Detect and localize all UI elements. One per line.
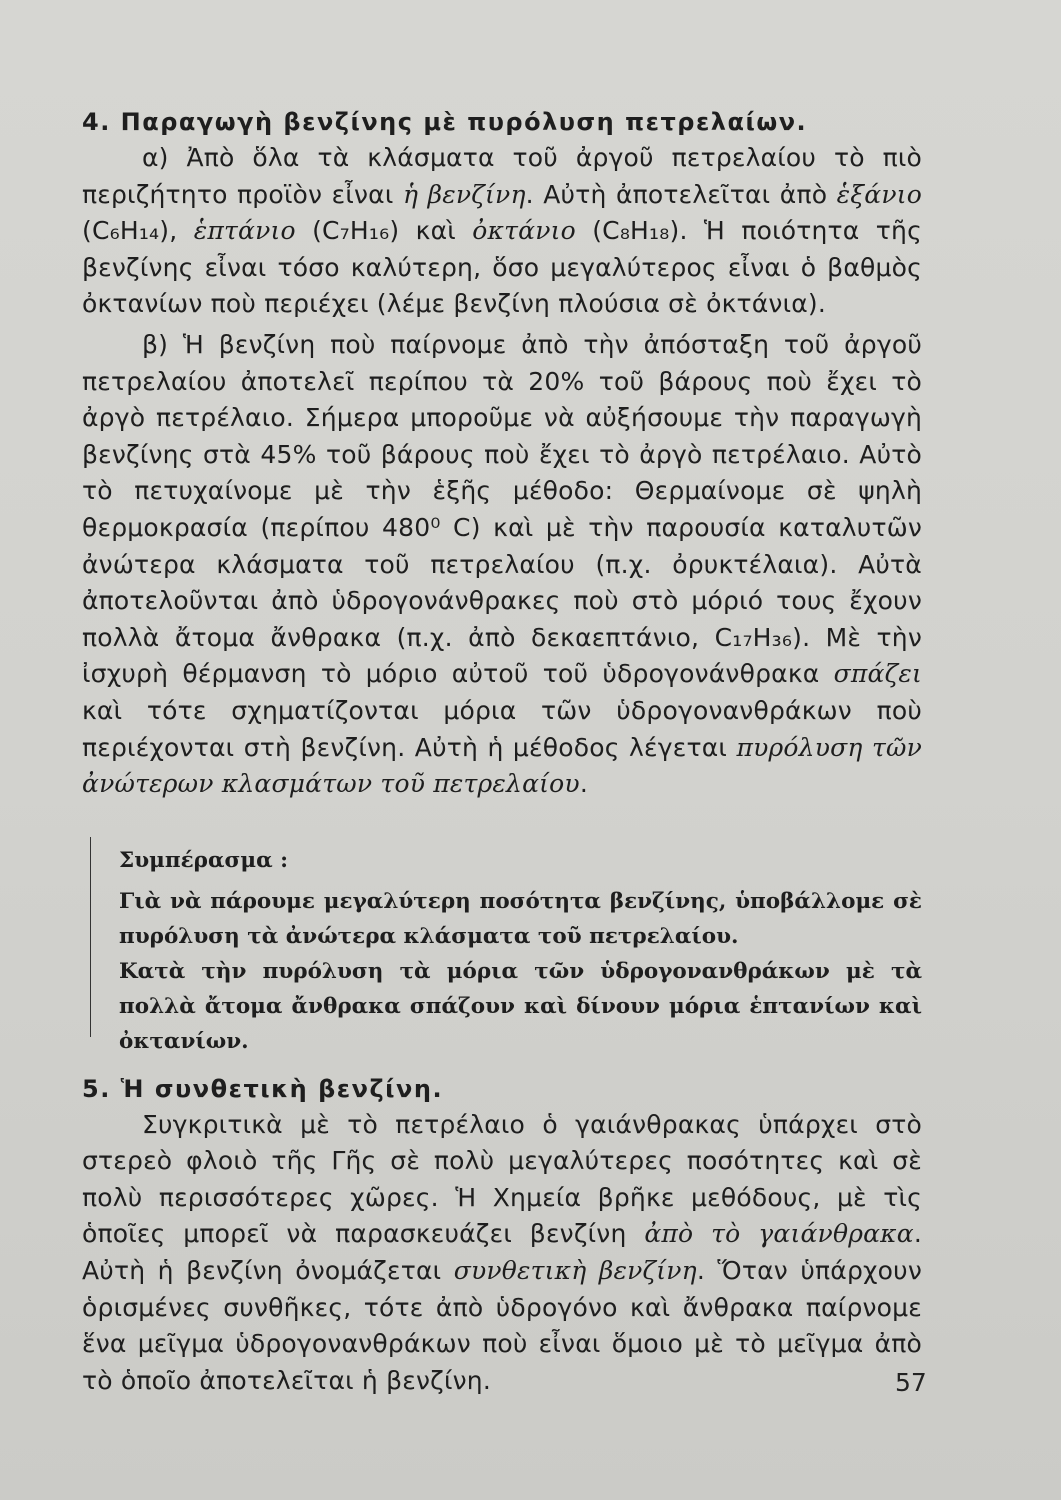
paragraph-5-text-1: Συγκριτικὰ μὲ τὸ πετρέλαιο ὁ γαιάνθρακας ὑπάρχει στὸ στερεὸ φλοιὸ τῆς Γῆς σὲ πολὺ μεγαλύτερες ποσότητες καὶ σὲ πολὺ περισσότερες χῶρες. Ἡ Χημεία βρῆκε μεθόδους, μὲ τὶς ὁποῖες μπορεῖ νὰ παρασκευάζει βενζίνη bbox=[82, 1109, 922, 1249]
paragraph-b-text-1: β) Ἡ βενζίνη ποὺ παίρνομε ἀπὸ τὴν ἀπόσταξη τοῦ ἀργοῦ πετρελαίου ἀποτελεῖ περίπου τὰ 20% τοῦ βάρους ποὺ ἔχει τὸ ἀργὸ πετρέλαιο. Σήμερα μποροῦμε νὰ αὐξήσουμε τὴν παραγωγὴ βενζίνης στὰ 45% τοῦ βάρους ποὺ ἔχει τὸ ἀργὸ πετρέλαιο. Αὐτὸ τὸ πετυχαίνομε μὲ τὴν ἑξῆς μέθοδο: Θερμαίνομε σὲ ψηλὴ θερμοκρασία (περίπου 480⁰ C) καὶ μὲ τὴν παρουσία καταλυτῶν ἀνώτερα κλάσματα τοῦ πετρελαίου (π.χ. ὀρυκτέλαια). Αὐτὰ ἀποτελοῦνται ἀπὸ ὑδρογονάνθρακες ποὺ στὸ μόριό τους ἔχουν πολλὰ ἄτομα ἄνθρακα (π.χ. ἀπὸ δεκαεπτάνιο, C₁₇H₃₆). Μὲ τὴν ἰσχυρὴ θέρμανση τὸ μόριο αὐτοῦ τοῦ ὑδρογονάνθρακα bbox=[82, 329, 922, 689]
conclusion-line-2: Κατὰ τὴν πυρόλυση τὰ μόρια τῶν ὑδρογονανθράκων μὲ τὰ πολλὰ ἄτομα ἄνθρακα σπάζουν καὶ δίνουν μόρια ἑπτανίων καὶ ὀκτανίων. bbox=[119, 958, 922, 1054]
paragraph-b-text-3: . bbox=[579, 769, 588, 799]
conclusion-label: Συμπέρασμα : bbox=[119, 847, 289, 873]
paragraph-5-italic-2: συνθετικὴ βενζίνη bbox=[453, 1256, 697, 1286]
paragraph-5-text-3: . Ὅταν ὑπάρχουν ὁρισμένες συνθῆκες, τότε ἀπὸ ὑδρογόνο καὶ ἄνθρακα παίρνομε ἕνα μεῖγμα ὑδρογονανθράκων ποὺ εἶναι ὅμοιο μὲ τὸ μεῖγμα ἀπὸ τὸ ὁποῖο ἀποτελεῖται ἡ βενζίνη. bbox=[82, 1256, 922, 1395]
paragraph-a-text-4: (C₇H₁₆) καὶ bbox=[295, 216, 473, 246]
paragraph-a-text-3: (C₆H₁₄), bbox=[82, 216, 194, 246]
paragraph-5-italic-1: ἀπὸ τὸ γαιάνθρακα bbox=[644, 1219, 914, 1249]
paragraph-a-text-5: (C₈H₁₈). Ἡ ποιότητα τῆς βενζίνης εἶναι τόσο καλύτερη, ὅσο μεγαλύτερος εἶναι ὁ βαθμὸς ὀκτανίων ποὺ περιέχει (λέμε βενζίνη πλούσια σὲ ὀκτάνια). bbox=[82, 216, 922, 319]
conclusion-line-1: Γιὰ νὰ πάρουμε μεγαλύτερη ποσότητα βενζίνης, ὑποβάλλομε σὲ πυρόλυση τὰ ἀνώτερα κλάσματα τοῦ πετρελαίου. bbox=[119, 888, 922, 949]
paragraph-a-text-1: α) Ἀπὸ ὅλα τὰ κλάσματα τοῦ ἀργοῦ πετρελαίου τὸ πιὸ περιζήτητο προϊὸν εἶναι bbox=[82, 143, 922, 209]
section-5-title: 5. Ἡ συνθετικὴ βενζίνη. bbox=[82, 1074, 444, 1103]
paragraph-synthetic-gasoline bbox=[82, 1107, 922, 1400]
paragraph-5-text-2: . Αὐτὴ ἡ βενζίνη ὀνομάζεται bbox=[82, 1219, 923, 1286]
conclusion-box bbox=[90, 837, 922, 1054]
section-4-title: 4. Παραγωγὴ βενζίνης μὲ πυρόλυση πετρελαίων. bbox=[82, 108, 808, 136]
page-number: 57 bbox=[895, 1368, 927, 1397]
page-content bbox=[82, 108, 922, 1399]
paragraph-a-italic-1: ἡ βενζίνη bbox=[402, 179, 526, 209]
paragraph-a-italic-2: ἑξάνιο bbox=[836, 179, 922, 209]
paragraph-a bbox=[82, 140, 922, 323]
paragraph-a-text-2: . Αὐτὴ ἀποτελεῖται ἀπὸ bbox=[525, 179, 837, 209]
paragraph-b bbox=[82, 327, 922, 803]
paragraph-b-italic-2: πυρόλυση τῶν ἀνώτερων κλασμάτων τοῦ πετρελαίου bbox=[82, 732, 922, 799]
paragraph-b-italic-1: σπάζει bbox=[833, 659, 922, 689]
paragraph-a-italic-4: ὀκτάνιο bbox=[472, 216, 576, 246]
paragraph-a-italic-3: ἑπτάνιο bbox=[193, 216, 296, 246]
paragraph-b-text-2: καὶ τότε σχηματίζονται μόρια τῶν ὑδρογονανθράκων ποὺ περιέχονται στὴ βενζίνη. Αὐτὴ ἡ μέθοδος λέγεται bbox=[82, 695, 922, 762]
